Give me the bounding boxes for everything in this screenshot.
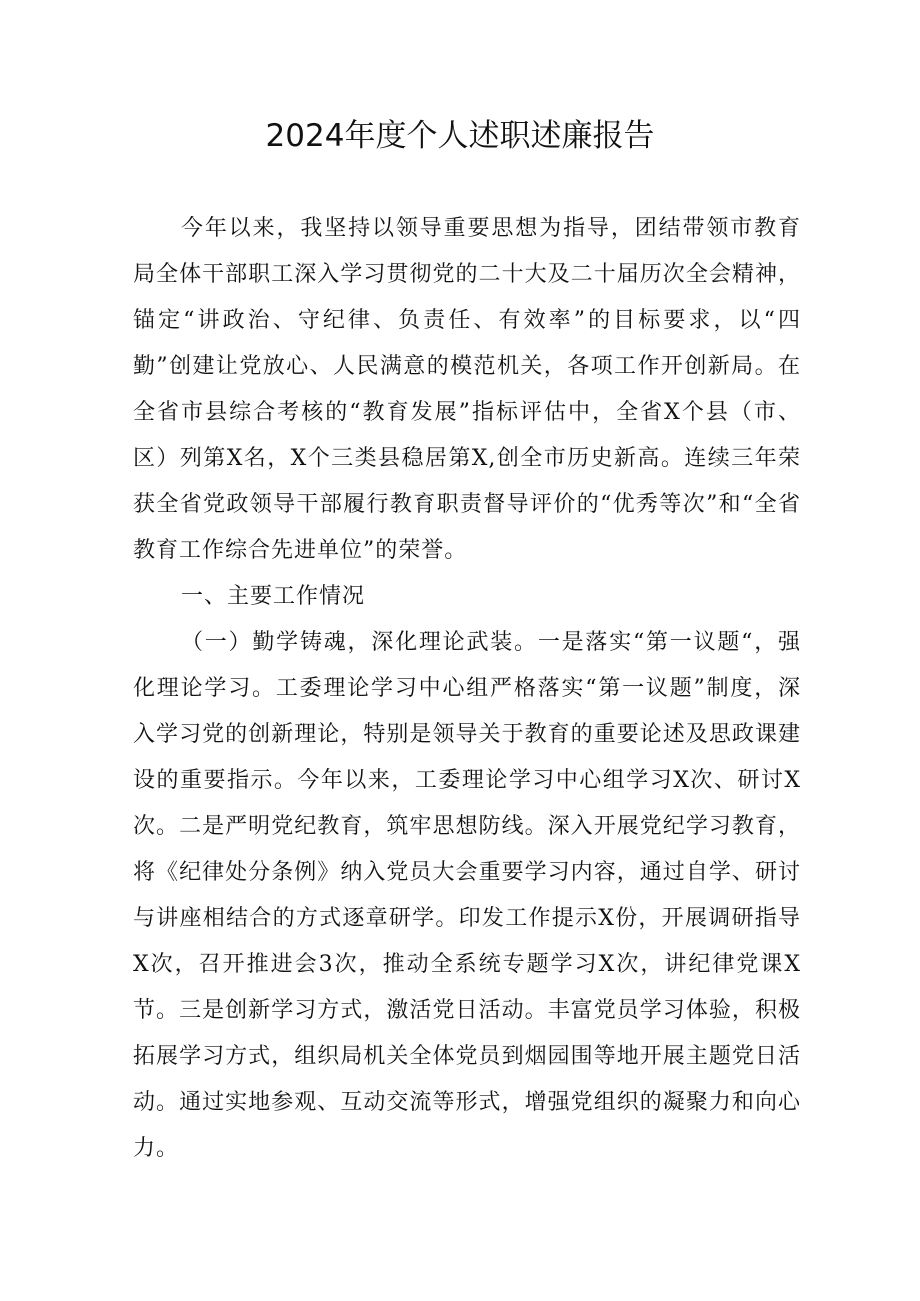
document-body bbox=[133, 206, 801, 1172]
section-heading: 一、主要工作情况 bbox=[181, 584, 366, 609]
document-title: 2024年度个人述职述廉报告 bbox=[265, 118, 655, 154]
intro-paragraph: 今年以来，我坚持以领导重要思想为指导，团结带领市教育局全体干部职工深入学习贯彻党的二十大及二十届历次全会精神，锚定“讲政治、守纪律、负责任、有效率”的目标要求，以“四勤”创建让党放心、人民满意的模范机关，各项工作开创新局。在全省市县综合考核的“教育发展”指标评估中，全省X个县（市、区）列第X名，X个三类县稳居第X,创全市历史新高。连续三年荣获全省党政领导干部履行教育职责督导评价的“优秀等次”和“全省教育工作综合先进单位”的荣誉。 bbox=[133, 216, 801, 563]
section-paragraph: （一）勤学铸魂，深化理论武装。一是落实“第一议题“，强化理论学习。工委理论学习中心组严格落实“第一议题”制度，深入学习党的创新理论，特别是领导关于教育的重要论述及思政课建设的重要指示。今年以来，工委理论学习中心组学习X次、研讨X次。二是严明党纪教育，筑牢思想防线。深入开展党纪学习教育，将《纪律处分条例》纳入党员大会重要学习内容，通过自学、研讨与讲座相结合的方式逐章研学。印发工作提示X份，开展调研指导X次，召开推进会3次，推动全系统专题学习X次，讲纪律党课X节。三是创新学习方式，激活党日活动。丰富党员学习体验，积极拓展学习方式，组织局机关全体党员到烟园围等地开展主题党日活动。通过实地参观、互动交流等形式，增强党组织的凝聚力和向心力。 bbox=[133, 630, 801, 1161]
